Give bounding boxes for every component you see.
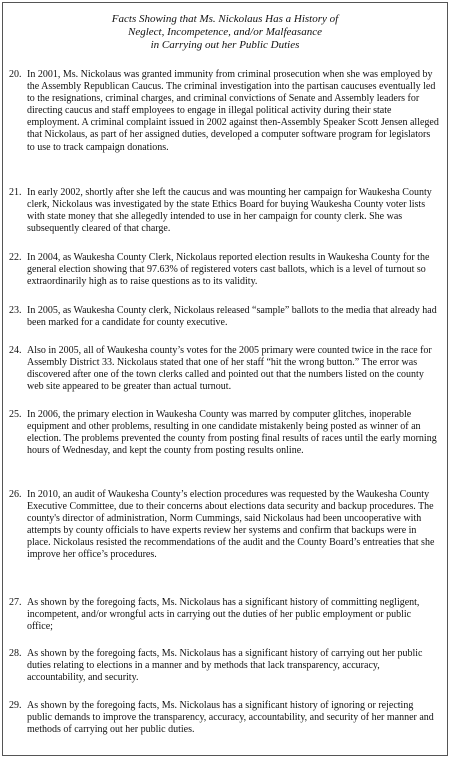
paragraph-27 <box>9 597 439 633</box>
paragraph-23 <box>9 305 439 329</box>
paragraph-text: In 2010, an audit of Waukesha County’s election procedures was requested by the Waukesha County Executive Committee, due to their concerns about elections data security and backup procedures. The county's director of administration, Norm Cummings, said Nickolaus had been uncooperative with attempts by county officials to have experts review her systems and confirm that backups were in place. Nickolaus resisted the recommendations of the audit and the County Board’s entreaties that she improve her office’s procedures. <box>27 489 435 561</box>
paragraph-number: 27. <box>9 597 22 608</box>
document-title <box>3 13 447 52</box>
title-line-3: in Carrying out her Public Duties <box>150 39 300 51</box>
paragraph-text: As shown by the foregoing facts, Ms. Nickolaus has a significant history of ignoring or rejecting public demands to improve the transparency, accuracy, accountability, and security of her manner and methods of carrying out her public duties. <box>27 700 434 736</box>
paragraph-number: 28. <box>9 648 22 659</box>
paragraph-text: As shown by the foregoing facts, Ms. Nickolaus has a significant history of committing negligent, incompetent, and/or wrongful acts in carrying out the duties of her public employment or public office; <box>27 597 420 633</box>
paragraph-text: In early 2002, shortly after she left the caucus and was mounting her campaign for Waukesha County clerk, Nickolaus was investigated by the state Ethics Board for buying Waukesha County voter lists with state money that she allegedly intended to use in her campaign for county clerk. She was subsequently cleared of that charge. <box>27 187 432 235</box>
paragraph-number: 20. <box>9 69 22 80</box>
paragraph-26 <box>9 489 439 562</box>
document-page <box>2 2 448 756</box>
paragraph-text: In 2004, as Waukesha County Clerk, Nickolaus reported election results in Waukesha County for the general election showing that 97.63% of registered voters cast ballots, which is a level of turnout so extraordinarily high as to raise questions as to its validity. <box>27 252 430 288</box>
paragraph-number: 23. <box>9 305 22 316</box>
paragraph-text: As shown by the foregoing facts, Ms. Nickolaus has a significant history of carrying out her public duties relating to elections in a manner and by methods that lack transparency, accuracy, accountability, and security. <box>27 648 423 684</box>
paragraph-number: 29. <box>9 700 22 711</box>
paragraph-text: In 2001, Ms. Nickolaus was granted immunity from criminal prosecution when she was employed by the Assembly Republican Caucus. The criminal investigation into the partisan caucuses eventually led to the resignations, criminal charges, and criminal convictions of Senate and Assembly leaders for directing caucus and staff employees to engage in illegal political activity during their state employment. A criminal complaint issued in 2002 against then-Assembly Speaker Scott Jensen alleged that Nickolaus, as part of her assigned duties, developed a computer software program for legislators to use to track campaign donations. <box>27 69 439 153</box>
paragraph-29 <box>9 700 439 736</box>
paragraph-number: 25. <box>9 409 22 420</box>
paragraph-20 <box>9 69 439 154</box>
paragraph-24 <box>9 345 439 393</box>
paragraph-21 <box>9 187 439 235</box>
paragraph-text: In 2006, the primary election in Waukesha County was marred by computer glitches, inoperable equipment and other problems, resulting in one candidate mistakenly being posted as winner of an election. The problems prevented the county from posting final results of races until the early morning hours of Wednesday, and kept the county from posting results online. <box>27 409 437 457</box>
paragraph-number: 26. <box>9 489 22 500</box>
paragraph-number: 24. <box>9 345 22 356</box>
paragraph-number: 21. <box>9 187 22 198</box>
paragraph-text: Also in 2005, all of Waukesha county’s votes for the 2005 primary were counted twice in the race for Assembly District 33. Nickolaus stated that one of her staff “hit the wrong button.” The error was discovered after one of the town clerks called and pointed out that the numbers listed on the county web site appeared to be greater than actual turnout. <box>27 345 432 393</box>
title-line-1: Facts Showing that Ms. Nickolaus Has a History of <box>111 13 339 25</box>
paragraph-25 <box>9 409 439 457</box>
paragraph-text: In 2005, as Waukesha County clerk, Nickolaus released “sample” ballots to the media that already had been marked for a candidate for county executive. <box>27 305 437 329</box>
paragraph-number: 22. <box>9 252 22 263</box>
paragraph-22 <box>9 252 439 288</box>
paragraph-28 <box>9 648 439 684</box>
title-line-2: Neglect, Incompetence, and/or Malfeasance <box>128 26 322 38</box>
